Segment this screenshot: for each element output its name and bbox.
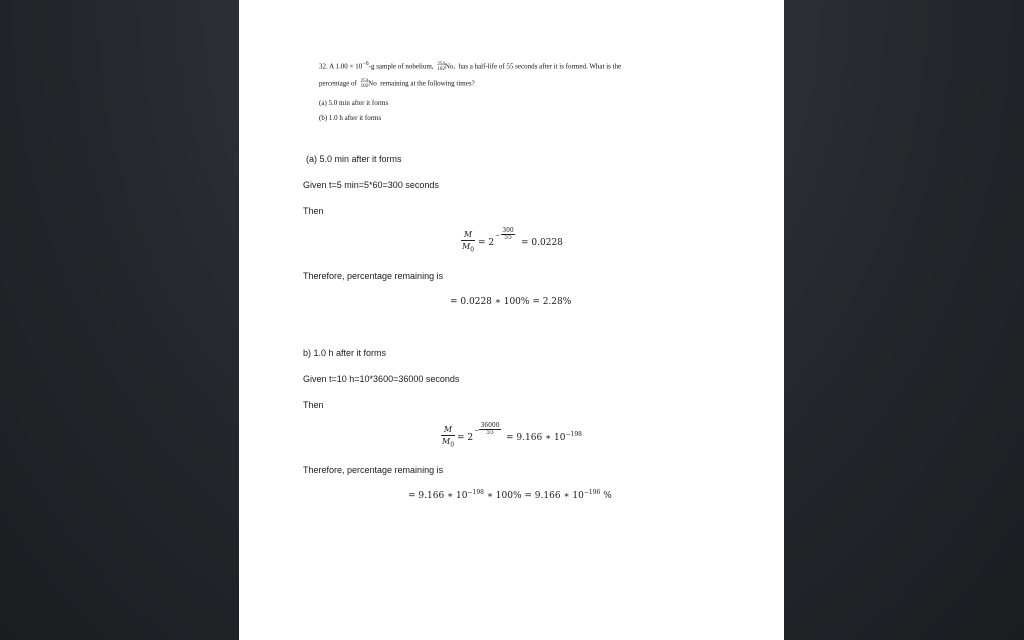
nuclide-symbol: No, — [444, 62, 456, 71]
question-text-mid: -g sample of nobelium, — [368, 62, 434, 71]
nuclide-z: 102 — [437, 67, 445, 72]
ratio-fraction-a — [461, 230, 475, 255]
question-text: 32. A 1.00 × 10 — [319, 62, 363, 71]
eq-result-b-exp: −198 — [565, 431, 582, 438]
solution-b-percent — [408, 491, 612, 501]
eq-result-b-base: = 9.166 ∗ 10 — [506, 433, 566, 443]
ratio-numerator-b: M — [443, 425, 453, 434]
exp-minus-a: − — [495, 232, 501, 239]
solution-b-heading: b) 1.0 h after it forms — [303, 348, 387, 358]
solution-a-therefore: Therefore, percentage remaining is — [303, 271, 444, 281]
eq-base-b: = 2 — [457, 433, 474, 443]
solution-a-percent: = 0.0228 ∗ 100% = 2.28% — [450, 297, 572, 307]
exp-denominator-a: 55 — [504, 234, 512, 241]
question-part-a: (a) 5.0 min after it forms — [319, 99, 389, 107]
question-text-suffix: has a half-life of 55 seconds after it is formed. What is the — [458, 62, 622, 71]
ratio-denominator-b — [441, 437, 455, 450]
nuclide-mass-2: 254 — [360, 79, 369, 84]
ratio-den-symbol-b: M — [441, 437, 451, 446]
percent-b-part3: % — [603, 491, 612, 501]
nuclide-z-2: 102 — [360, 84, 369, 89]
fraction-bar-a — [461, 240, 475, 241]
nuclide-mass: 254 — [437, 62, 445, 67]
percent-b-exp1: −198 — [467, 489, 484, 496]
ratio-den-sub-a: 0 — [470, 246, 475, 254]
solution-b-therefore: Therefore, percentage remaining is — [303, 465, 444, 475]
question-line2-suffix: remaining at the following times? — [380, 79, 475, 88]
question-part-b: (b) 1.0 h after it forms — [319, 114, 382, 122]
ratio-den-symbol-a: M — [461, 242, 471, 251]
solution-a-then: Then — [303, 206, 324, 216]
percent-b-part1: = 9.166 ∗ 10 — [408, 491, 468, 501]
eq-base-a: = 2 — [478, 238, 495, 248]
solution-b-given: Given t=10 h=10*3600=36000 seconds — [303, 374, 460, 384]
document-page — [239, 0, 784, 640]
nuclide-symbol-2: No — [368, 79, 377, 88]
ratio-numerator-a: M — [463, 230, 473, 239]
question-line2-prefix: percentage of — [319, 79, 357, 88]
exponent-fraction-b — [479, 423, 501, 436]
question-exponent: −6 — [362, 60, 369, 67]
eq-result-b — [506, 433, 582, 443]
exp-numerator-a: 300 — [502, 227, 514, 234]
percent-b-part2: ∗ 100% = 9.166 ∗ 10 — [486, 491, 584, 501]
question-line-1 — [319, 62, 621, 72]
question-line-2 — [319, 79, 475, 89]
ratio-denominator-a — [461, 242, 475, 255]
exp-denominator-b: 55 — [486, 429, 494, 436]
solution-a-heading: (a) 5.0 min after it forms — [306, 154, 402, 164]
fraction-bar-b — [441, 435, 455, 436]
exp-minus-b: − — [474, 427, 480, 434]
percent-b-exp2: −196 — [583, 489, 601, 496]
nuclide-notation — [437, 62, 445, 72]
solution-b-then: Then — [303, 400, 324, 410]
exp-numerator-b: 36000 — [480, 422, 500, 429]
ratio-fraction-b — [441, 425, 455, 450]
ratio-den-sub-b: 0 — [450, 441, 455, 449]
exponent-fraction-a — [501, 228, 515, 241]
solution-a-given: Given t=5 min=5*60=300 seconds — [303, 180, 439, 190]
eq-result-a: = 0.0228 — [521, 238, 563, 248]
